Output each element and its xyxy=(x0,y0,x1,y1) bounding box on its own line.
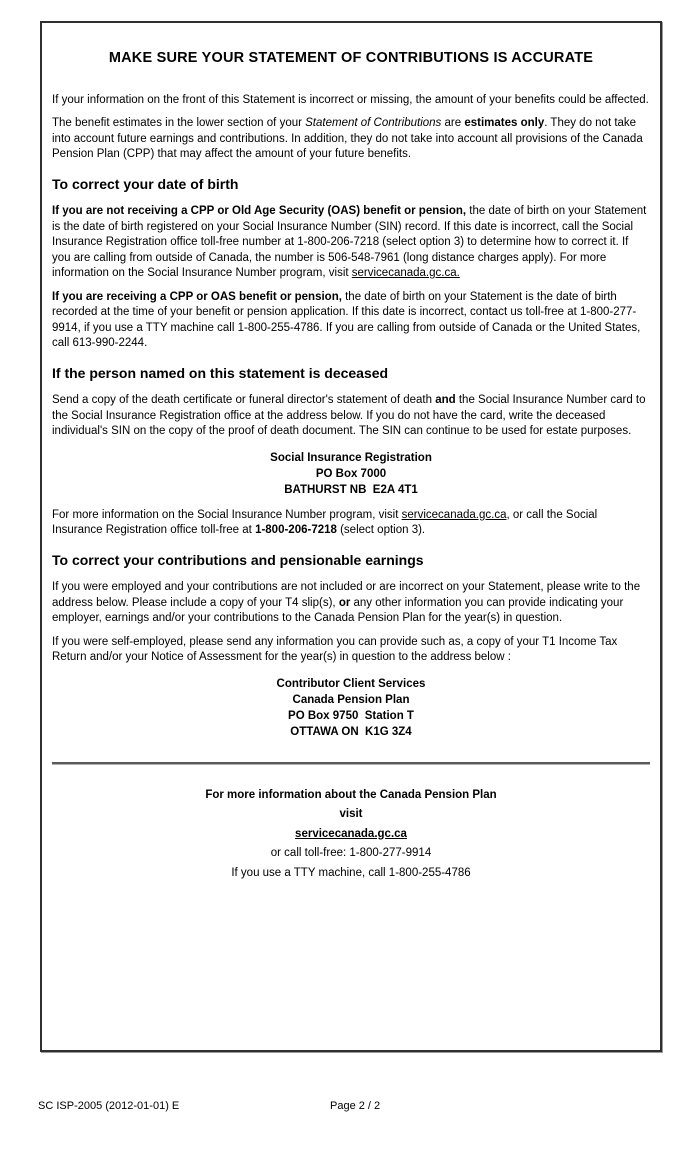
heading-person-deceased: If the person named on this statement is deceased xyxy=(52,364,389,381)
heading-correct-date-of-birth: To correct your date of birth xyxy=(52,175,239,192)
servicecanada-link[interactable]: servicecanada.gc.ca xyxy=(295,827,407,840)
paragraph-intro-2 xyxy=(52,116,650,163)
text-run: estimates only xyxy=(464,117,545,129)
separator-line xyxy=(52,762,650,764)
paragraph-self-employed xyxy=(52,635,650,666)
paragraph-sin-more-info xyxy=(52,508,650,539)
text-line: Canada Pension Plan xyxy=(292,693,410,706)
paragraph-deceased-instructions xyxy=(52,393,650,440)
text-run: and xyxy=(435,394,456,406)
text-line: Social Insurance Registration xyxy=(270,451,432,464)
text-run: Send a copy of the death certificate or funeral director's statement of death xyxy=(52,394,436,406)
text-line: or call toll-free: 1-800-277-9914 xyxy=(270,847,432,859)
text-run: The benefit estimates in the lower section of your xyxy=(52,117,306,129)
page-number: Page 2 / 2 xyxy=(330,1100,381,1112)
text-run: 1-800-206-7218 xyxy=(255,524,337,536)
heading-correct-contributions: To correct your contributions and pensionable earnings xyxy=(52,551,424,568)
paragraph-employed xyxy=(52,580,650,627)
text-run: the date of birth on your Statement is the date of birth recorded at the time of your benefit or pension application. If this date is incorrect, contact us toll-free at 1-800-277-9914, if you use a TTY machine call 1-800-255-4786. If you are calling from outside of Canada or the United States, call 613-990-2244. xyxy=(52,290,641,349)
form-number: SC ISP-2005 (2012-01-01) E xyxy=(38,1100,180,1112)
text-line: Contributor Client Services xyxy=(276,677,426,690)
text-line: PO Box 7000 xyxy=(315,467,387,480)
text-run: For more information on the Social Insurance Number program, visit xyxy=(52,508,402,521)
text-line: OTTAWA ON K1G 3Z4 xyxy=(290,725,412,738)
text-run: any other information you can provide indicating your employer, earnings and/or your contributions to the Canada Pension Plan for the year(s) in question. xyxy=(52,596,624,624)
text-run: If you were self-employed, please send any information you can provide such as, a copy of your T1 Income Tax Return and/or your Notice of Assessment for the year(s) in question to the address below : xyxy=(52,635,618,663)
text-run: If you are receiving a CPP or OAS benefit or pension, xyxy=(52,290,342,303)
text-run: Statement of Contributions xyxy=(305,117,442,129)
servicecanada-link[interactable]: servicecanada.gc.ca xyxy=(401,508,507,521)
text-line: For more information about the Canada Pension Plan xyxy=(205,788,497,801)
paragraph-intro-1 xyxy=(52,93,650,109)
text-run: or xyxy=(338,596,351,609)
text-line: visit xyxy=(339,808,363,820)
address-contributor-client-services xyxy=(52,676,650,740)
servicecanada-link[interactable]: servicecanada.gc.ca. xyxy=(351,267,460,279)
more-info-block xyxy=(52,786,650,884)
paragraph-dob-not-receiving xyxy=(52,204,650,282)
address-social-insurance-registration xyxy=(52,450,650,498)
text-line: If you use a TTY machine, call 1-800-255-4786 xyxy=(231,866,471,879)
paragraph-dob-receiving xyxy=(52,290,650,352)
text-run: (select option 3). xyxy=(336,524,426,536)
text-run: If you are not receiving a CPP or Old Age Security (OAS) benefit or pension, xyxy=(52,205,467,217)
content-frame xyxy=(40,21,662,1052)
text-run: If you were employed and your contributions are not included or are incorrect on your Statement, please write to the address below. Please include a copy of your T4 slip(s), xyxy=(52,581,641,609)
text-run: the date of birth on your Statement is the date of birth registered on your Social Insurance Number (SIN) record. If this date is incorrect, call the Social Insurance Registration office toll-free number at 1-800-206-7218 (select option 3) to determine how to correct it. If you are calling from outside of Canada, the number is 506-548-7961 (long distance charges apply). For more information on the Social Insurance Number program, visit xyxy=(52,205,647,279)
text-line: PO Box 9750 Station T xyxy=(288,709,414,722)
text-run: If your information on the front of this Statement is incorrect or missing, the amount of your benefits could be affected. xyxy=(52,93,649,106)
text-run: , or call the Social Insurance Registration office toll-free at xyxy=(52,508,598,536)
text-run: . They do not take into account future earnings and contributions. In addition, they do not take into account all provisions of the Canada Pension Plan (CPP) that may affect the amount of your future benefits. xyxy=(52,117,643,160)
text-run: are xyxy=(441,117,465,129)
page-title: MAKE SURE YOUR STATEMENT OF CONTRIBUTIONS IS ACCURATE xyxy=(108,50,594,66)
text-line: BATHURST NB E2A 4T1 xyxy=(284,483,418,496)
text-run: the Social Insurance Number card to the Social Insurance Registration office at the address below. If you do not have the card, write the deceased individual's SIN on the copy of the proof of death document. The SIN can continue to be used for estate purposes. xyxy=(52,394,646,437)
